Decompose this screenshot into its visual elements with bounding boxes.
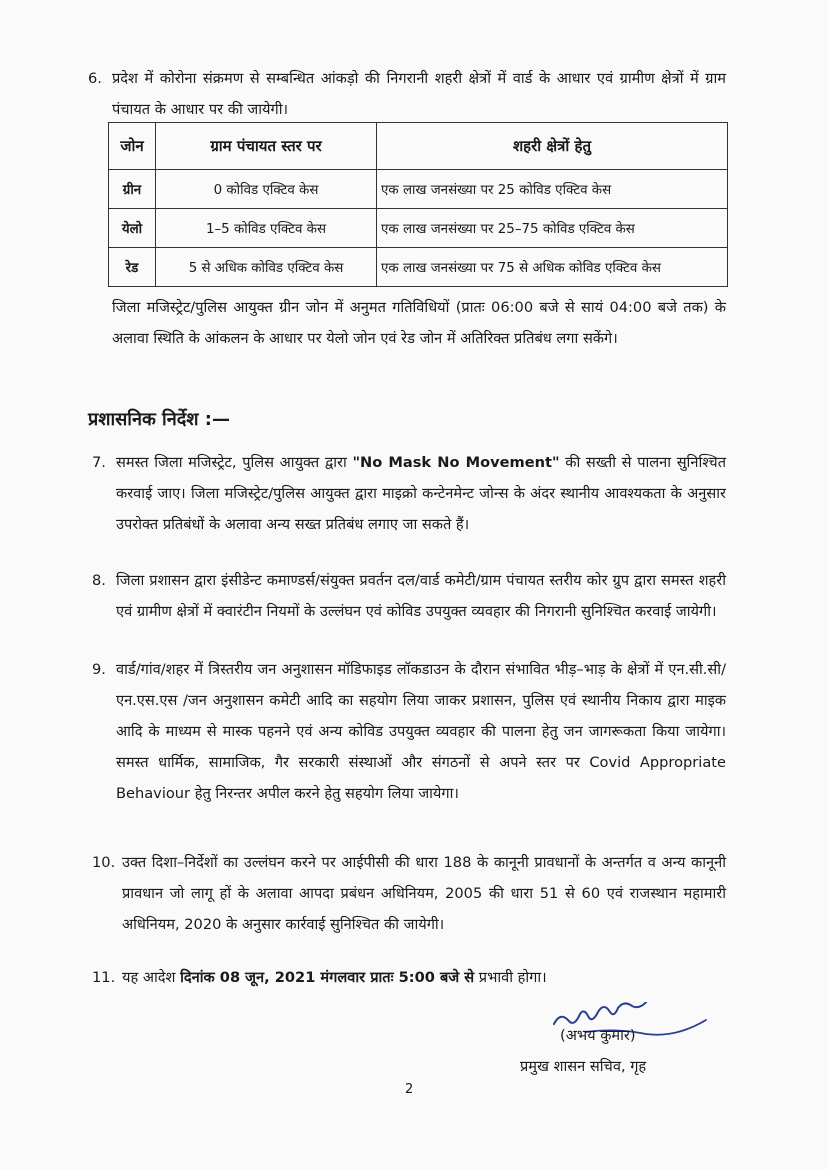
header-zone: जोन bbox=[109, 123, 156, 170]
item-11-text-part: प्रभावी होगा। bbox=[474, 969, 547, 986]
item-11-text-part: यह आदेश bbox=[122, 969, 181, 986]
zone-yellow: येलो bbox=[109, 209, 156, 248]
item-6-text: प्रदेश में कोरोना संक्रमण से सम्बन्धित आंकड़ो की निगरानी शहरी क्षेत्रों में वार्ड के आधार एवं ग्रामीण क्षेत्रों में ग्राम पंचायत के आधार पर की जायेगी। bbox=[112, 70, 726, 118]
item-7-text bbox=[116, 447, 726, 540]
item-number-10: 10. bbox=[92, 854, 116, 871]
urban-criteria: एक लाख जनसंख्या पर 25–75 कोविड एक्टिव केस bbox=[377, 209, 728, 248]
item-number-9: 9. bbox=[92, 661, 106, 678]
table-row bbox=[109, 209, 728, 248]
item-11-text bbox=[122, 962, 726, 993]
item-8-text: जिला प्रशासन द्वारा इंसीडेन्ट कमाण्डर्स/संयुक्त प्रवर्तन दल/वार्ड कमेटी/ग्राम पंचायत स्तरीय कोर ग्रुप द्वारा समस्त शहरी एवं ग्रामीण क्षेत्रों में क्वारंटीन नियमों के उल्लंघन एवं कोविड उपयुक्त व्यवहार की निगरानी सुनिश्चित करवाई जायेगी। bbox=[116, 572, 726, 620]
item-7-text-part: की सख्ती से पालना सुनिश्चित करवाई जाए। जिला मजिस्ट्रेट/पुलिस आयुक्त द्वारा माइक्रो कन्टेनमेन्ट जोन्स के अंदर स्थानीय आवश्यकता के अनुसार उपरोक्त प्रतिबंधों के अलावा अन्य सख्त प्रतिबंध लगाए जा सकते हैं। bbox=[116, 454, 727, 533]
item-10-text: उक्त दिशा–निर्देशों का उल्लंघन करने पर आईपीसी की धारा 188 के कानूनी प्रावधानों के अन्तर्गत व अन्य कानूनी प्रावधान जो लागू हों के अलावा आपदा प्रबंधन अधिनियम, 2005 की धारा 51 से 60 एवं राजस्थान महामारी अधिनियम, 2020 के अनुसार कार्रवाई सुनिश्चित की जायेगी। bbox=[122, 854, 726, 933]
item-9-text: वार्ड/गांव/शहर में त्रिस्तरीय जन अनुशासन मॉडिफाइड लॉकडाउन के दौरान संभावित भीड़–भाड़ के क्षेत्रों में एन.सी.सी/एन.एस.एस /जन अनुशासन कमेटी आदि का सहयोग लिया जाकर प्रशासन, पुलिस एवं स्थानीय निकाय द्वारा माइक आदि के माध्यम से मास्क पहनने एवं अन्य कोविड उपयुक्त व्यवहार की पालना हेतु जन जागरूकता किया जायेगा। समस्त धार्मिक, सामाजिक, गैर सरकारी संस्थाओं और संगठनों से अपने स्तर पर Covid Appropriate Behaviour हेतु निरन्तर अपील करने हेतु सहयोग लिया जायेगा। bbox=[116, 661, 726, 802]
page-number: 2 bbox=[405, 1082, 414, 1097]
zone-red: रेड bbox=[109, 248, 156, 287]
header-village: ग्राम पंचायत स्तर पर bbox=[156, 123, 377, 170]
item-number-6: 6. bbox=[88, 70, 102, 87]
zone-green: ग्रीन bbox=[109, 170, 156, 209]
no-mask-slogan: "No Mask No Movement" bbox=[352, 454, 560, 471]
signatory-title: प्रमुख शासन सचिव, गृह bbox=[520, 1058, 647, 1075]
table-row bbox=[109, 248, 728, 287]
item-number-7: 7. bbox=[92, 454, 106, 471]
urban-criteria: एक लाख जनसंख्या पर 75 से अधिक कोविड एक्टिव केस bbox=[377, 248, 728, 287]
item-number-11: 11. bbox=[92, 969, 116, 986]
village-criteria: 1–5 कोविड एक्टिव केस bbox=[156, 209, 377, 248]
header-urban: शहरी क्षेत्रों हेतु bbox=[377, 123, 728, 170]
item-7-text-part: समस्त जिला मजिस्ट्रेट, पुलिस आयुक्त द्वारा bbox=[116, 454, 353, 471]
zone-table bbox=[108, 122, 728, 287]
zone-table-header bbox=[109, 123, 728, 170]
village-criteria: 5 से अधिक कोविड एक्टिव केस bbox=[156, 248, 377, 287]
signatory-name: (अभय कुमार) bbox=[560, 1027, 636, 1044]
section-heading: प्रशासनिक निर्देश :— bbox=[88, 409, 230, 430]
zone-note: जिला मजिस्ट्रेट/पुलिस आयुक्त ग्रीन जोन में अनुमत गतिविधियों (प्रातः 06:00 बजे से सायं 04:00 बजे तक) के अलावा स्थिति के आंकलन के आधार पर येलो जोन एवं रेड जोन में अतिरिक्त प्रतिबंध लगा सकेंगे। bbox=[112, 299, 726, 347]
table-row bbox=[109, 170, 728, 209]
item-number-8: 8. bbox=[92, 572, 106, 589]
village-criteria: 0 कोविड एक्टिव केस bbox=[156, 170, 377, 209]
urban-criteria: एक लाख जनसंख्या पर 25 कोविड एक्टिव केस bbox=[377, 170, 728, 209]
effective-date: दिनांक 08 जून, 2021 मंगलवार प्रातः 5:00 बजे से bbox=[180, 969, 475, 986]
